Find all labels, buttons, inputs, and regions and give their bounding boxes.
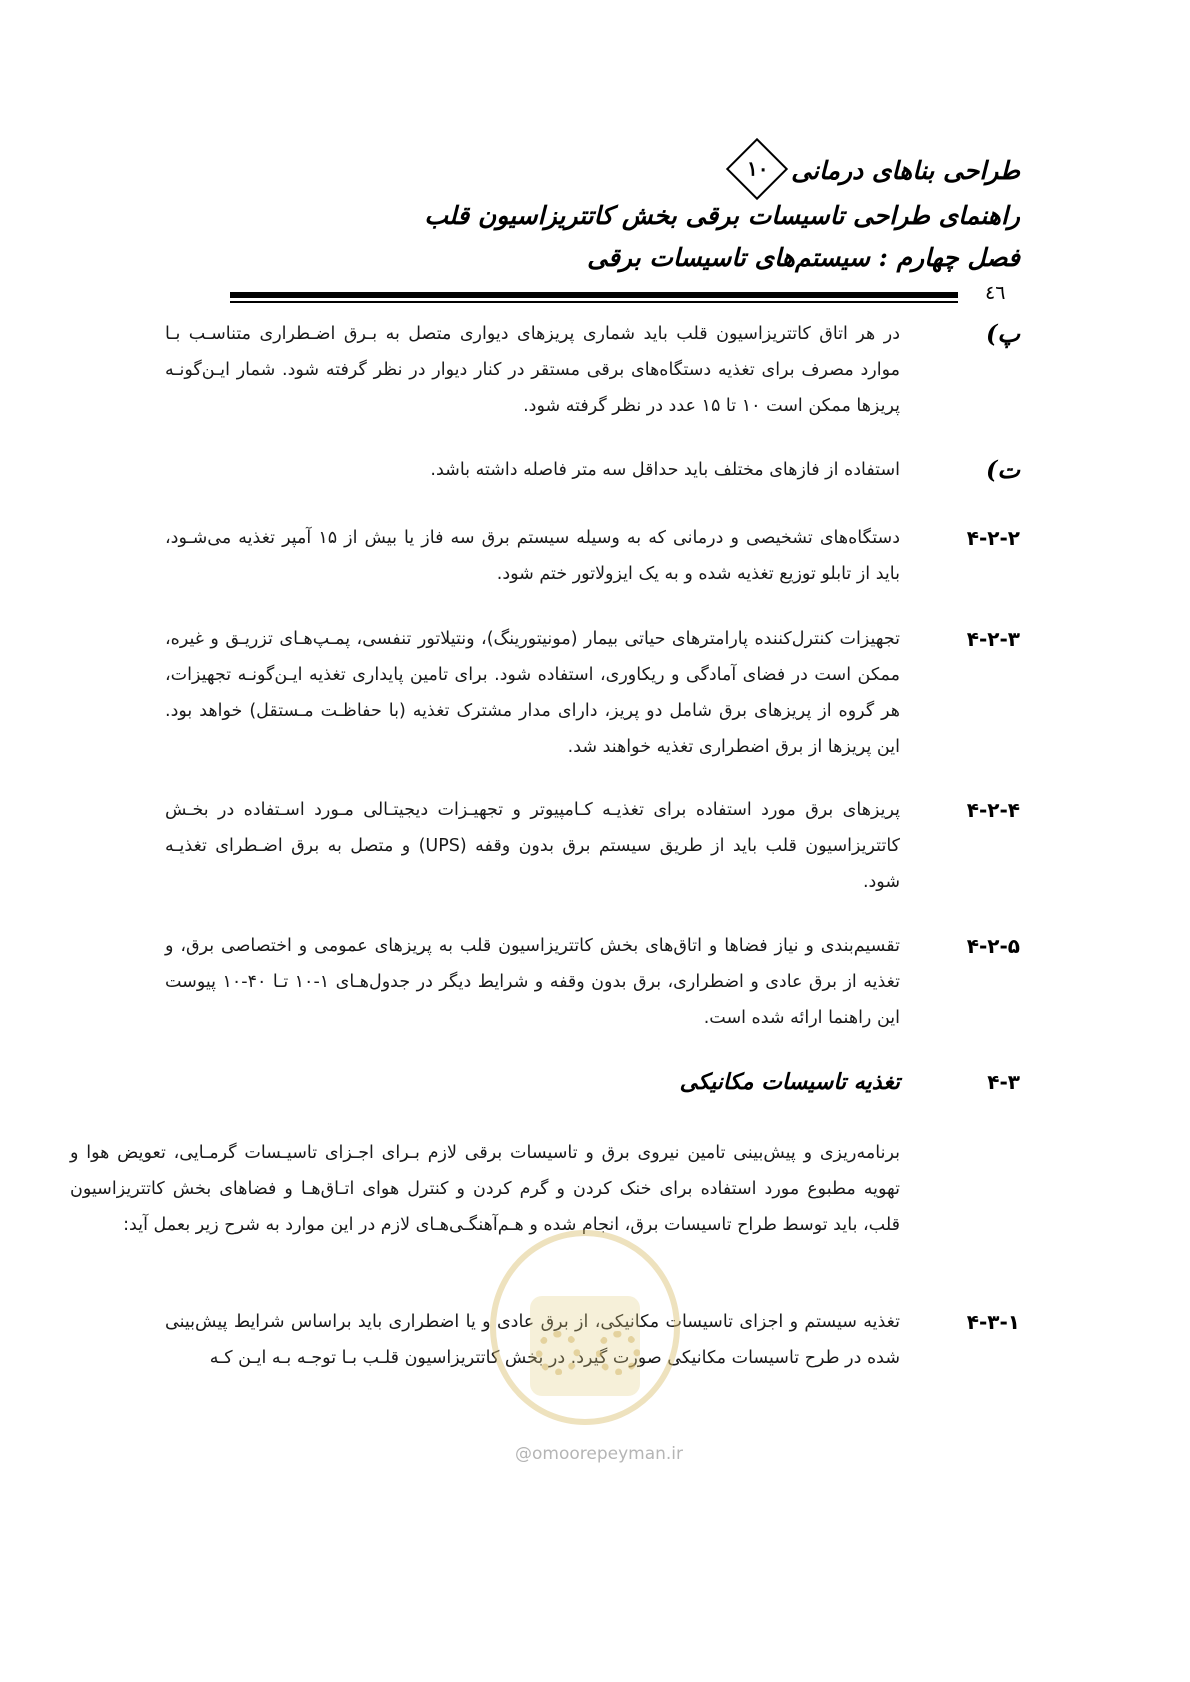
- item-text: تجهیزات کنترل‌کننده پارامترهای حیاتی بیمار (مونیتورینگ)، ونتیلاتور تنفسی، پمـپ‌هـای تزریـق و غیره، ممکن است در فضای آمادگی و ریکاوری، استفاده شود. برای تامین پایداری تغذیه ایـن‌گونـه تجهیزات، هر گروه از پریزهای برق شامل دو پریز، دارای مدار مشترک تغذیه (با حفاظـت مـستقل) خواهد بود. این پریزها از برق اضطراری تغذیه خواهند شد.: [165, 629, 900, 757]
- header-rule-thin: [230, 301, 958, 303]
- item-text: دستگاه‌های تشخیصی و درمانی که به وسیله سیستم برق سه فاز یا بیش از ۱۵ آمپر تغذیه می‌شـود، باید از تابلو توزیع تغذیه شده و به یک ایزولاتور ختم شود.: [165, 528, 900, 584]
- section-title: تغذیه تاسیسات مکانیکی: [679, 1069, 900, 1095]
- page-header: [170, 150, 1020, 279]
- item-number: ۴-۲-۲: [966, 526, 1020, 550]
- item-text: پریزهای برق مورد استفاده برای تغذیـه کـامپیوتر و تجهیـزات دیجیتـالی مـورد اسـتفاده در بخـش کاتتریزاسیون قلب باید از طریق سیستم برق بدون وقفه (UPS) و متصل به برق اضـطرای تغذیـه شود.: [165, 800, 900, 892]
- guide-title: راهنمای طراحی تاسیسات برقی بخش کاتتریزاسیون قلب: [424, 200, 1020, 230]
- item-number: ۴-۲-۴: [966, 798, 1020, 822]
- volume-number: ۱۰: [747, 155, 769, 180]
- item-number: پ): [986, 319, 1020, 348]
- item-number: ت): [986, 455, 1020, 484]
- series-title-line: [170, 150, 1020, 195]
- chapter-title: فصل چهارم : سیستم‌های تاسیسات برقی: [587, 242, 1020, 272]
- item-number: ۴-۳-۱: [966, 1310, 1020, 1334]
- series-title: طراحی بناهای درمانی: [791, 156, 1020, 185]
- item-text: استفاده از فازهای مختلف باید حداقل سه متر فاصله داشته باشد.: [430, 460, 900, 480]
- watermark-site: @omoorepeyman.ir: [515, 1444, 684, 1464]
- page-number: ٤٦: [985, 282, 1006, 304]
- volume-badge: [726, 137, 788, 199]
- item-number: ۴-۲-۳: [966, 627, 1020, 651]
- header-rule-thick: [230, 292, 958, 298]
- item-text: تقسیم‌بندی و نیاز فضاها و اتاق‌های بخش کاتتریزاسیون قلب به پریزهای عمومی و اختصاصی برق، و تغذیه از برق عادی و اضطراری، برق بدون وقفه و شرایط دیگر در جدول‌هـای ۱-۱۰ تـا ۴۰-۱۰ پیوست این راهنما ارائه شده است.: [165, 936, 900, 1028]
- section-body: برنامه‌ریزی و پیش‌بینی تامین نیروی برق و تاسیسات برقی لازم بـرای اجـزای تاسیـسات گرمـایی، تعویض هوا و تهویه مطبوع مورد استفاده برای خنک کردن و گرم کردن و کنترل هوای اتـاق‌هـا و فضاهای بخش کاتتریزاسیون قلب، باید توسط طراح تاسیسات برق، انجام شده و هـم‌آهنگـی‌هـای لازم در این موارد به شرح زیر بعمل آید:: [70, 1143, 900, 1235]
- item-number: ۴-۲-۵: [966, 934, 1020, 958]
- item-text: در هر اتاق کاتتریزاسیون قلب باید شماری پریزهای دیواری متصل به بـرق اضـطراری متناسـب بـا موارد مصرف برای تغذیه دستگاه‌های برقی مستقر در کنار دیوار در نظر گرفته شود. شمار ایـن‌گونـه پریزها ممکن است ۱۰ تا ۱۵ عدد در نظر گرفته شود.: [165, 324, 900, 416]
- section-number: ۴-۳: [987, 1070, 1020, 1094]
- item-text: تغذیه سیستم و اجزای تاسیسات مکانیکی، از برق عادی و یا اضطراری باید براساس شرایط پیش‌بینی شده در طرح تاسیسات مکانیکی صورت گیرد. در بخش کاتتریزاسیون قلـب بـا توجـه بـه ایـن کـه: [165, 1312, 900, 1368]
